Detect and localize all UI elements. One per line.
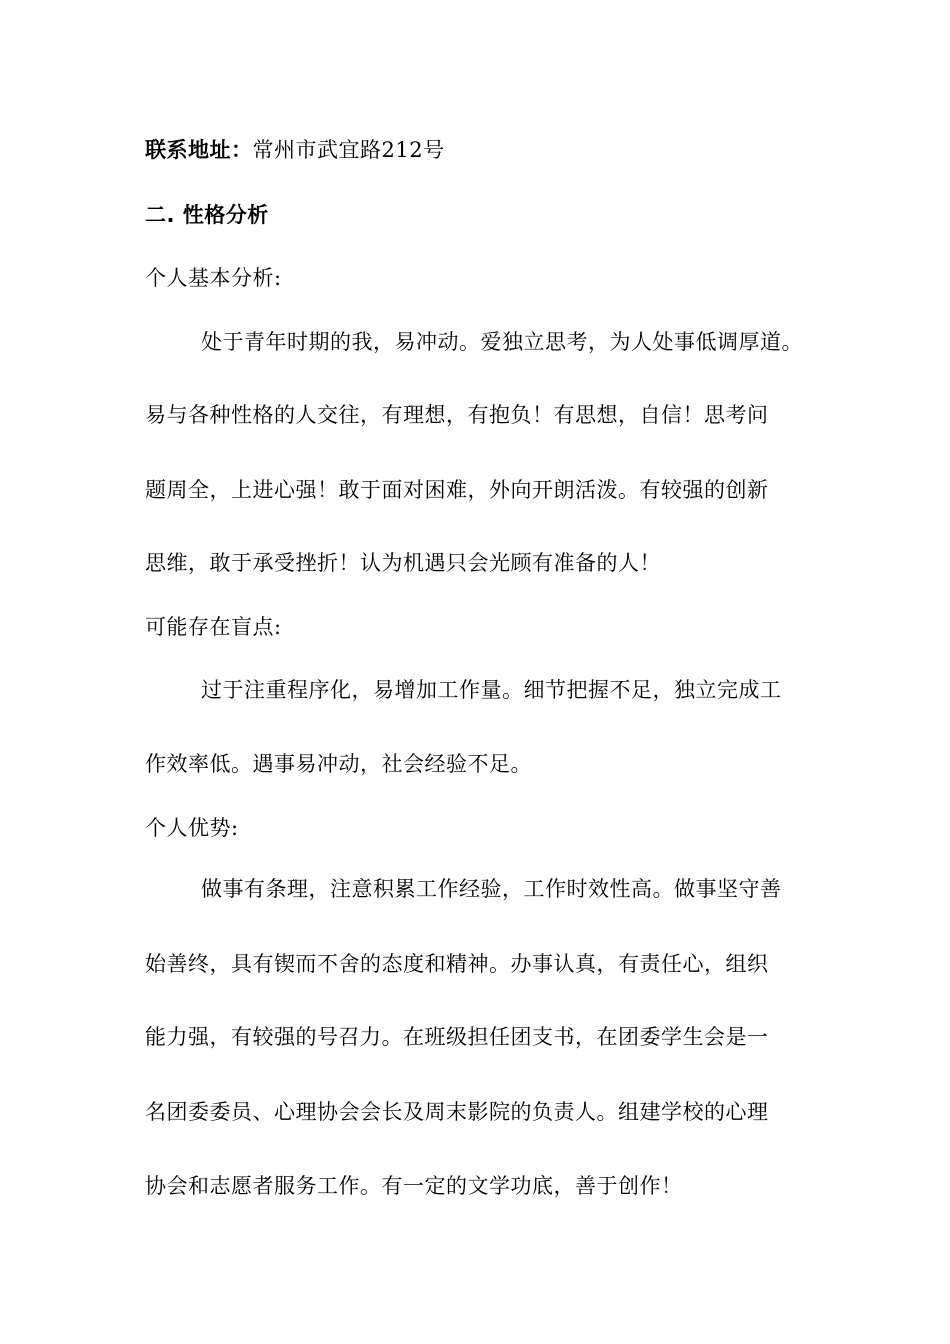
blind-spots-line: 作效率低。遇事易冲动，社会经验不足。 xyxy=(145,752,532,776)
strengths-line: 能力强，有较强的号召力。在班级担任团支书，在团委学生会是一 xyxy=(145,1025,769,1049)
contact-address-value: 常州市武宜路212号 xyxy=(252,138,445,162)
strengths-line: 做事有条理，注意积累工作经验，工作时效性高。做事坚守善 xyxy=(201,877,782,901)
strengths-heading: 个人优势: xyxy=(145,816,239,840)
strengths-line: 名团委委员、心理协会会长及周末影院的负责人。组建学校的心理 xyxy=(145,1100,769,1124)
basic-analysis-line: 思维，敢于承受挫折！认为机遇只会光顾有准备的人！ xyxy=(145,551,661,575)
blind-spots-heading: 可能存在盲点: xyxy=(145,615,282,639)
basic-analysis-line: 题周全，上进心强！敢于面对困难，外向开朗活泼。有较强的创新 xyxy=(145,478,769,502)
basic-analysis-line: 处于青年时期的我，易冲动。爱独立思考，为人处事低调厚道。 xyxy=(201,330,803,354)
section-title: 二. 性格分析 xyxy=(145,203,269,227)
contact-address-label: 联系地址： xyxy=(145,138,253,162)
basic-analysis-line: 易与各种性格的人交往，有理想，有抱负！有思想，自信！思考问 xyxy=(145,403,769,427)
basic-analysis-heading: 个人基本分析: xyxy=(145,266,282,290)
strengths-line: 协会和志愿者服务工作。有一定的文学功底，善于创作！ xyxy=(145,1174,683,1198)
strengths-line: 始善终，具有锲而不舍的态度和精神。办事认真，有责任心，组织 xyxy=(145,952,769,976)
blind-spots-line: 过于注重程序化，易增加工作量。细节把握不足，独立完成工 xyxy=(201,678,782,702)
contact-address-line xyxy=(145,136,445,164)
